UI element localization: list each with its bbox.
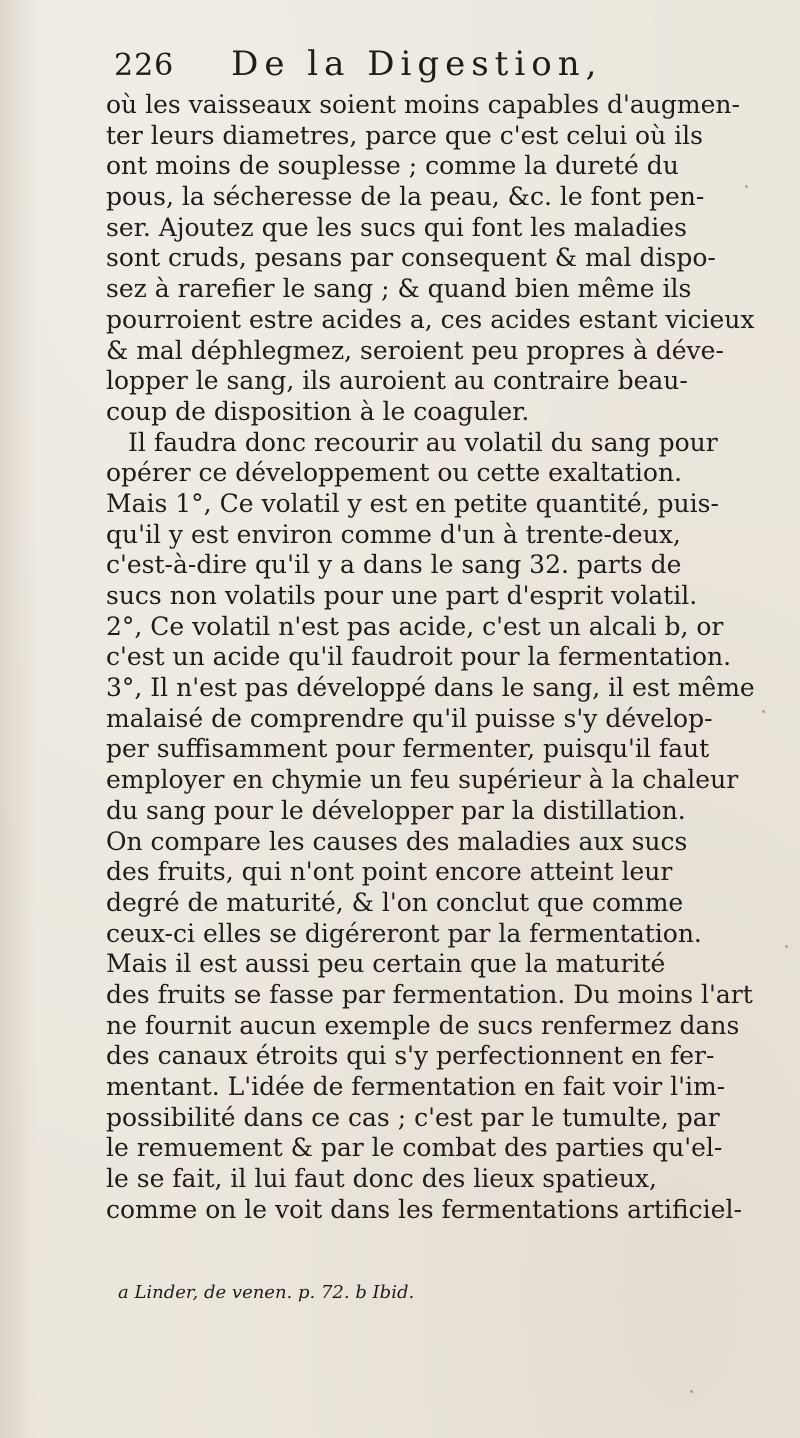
text-line: c'est un acide qu'il faudroit pour la fermentation. bbox=[106, 642, 732, 672]
text-line: le remuement & par le combat des parties qu'el- bbox=[106, 1133, 723, 1163]
page-number: 226 bbox=[114, 48, 175, 83]
text-line: du sang pour le développer par la distillation. bbox=[106, 795, 686, 825]
text-line: qu'il y est environ comme d'un à trente-deux, bbox=[106, 519, 681, 549]
paper-speck bbox=[762, 710, 765, 713]
text-line: Il faudra donc recourir au volatil du sang pour bbox=[128, 427, 718, 457]
running-title: De la Digestion, bbox=[231, 44, 603, 84]
text-line: ont moins de souplesse ; comme la dureté du bbox=[106, 151, 679, 181]
text-line: ceux-ci elles se digéreront par la fermentation. bbox=[106, 918, 702, 948]
text-line: malaisé de comprendre qu'il puisse s'y dévelop- bbox=[106, 703, 713, 733]
text-line: degré de maturité, & l'on conclut que comme bbox=[106, 887, 684, 917]
text-line: ser. Ajoutez que les sucs qui font les maladies bbox=[106, 212, 687, 242]
text-line: comme on le voit dans les fermentations artificiel- bbox=[106, 1194, 742, 1224]
text-line: où les vaisseaux soient moins capables d'augmen- bbox=[106, 90, 740, 119]
body-text bbox=[106, 90, 766, 1225]
text-line: possibilité dans ce cas ; c'est par le tumulte, par bbox=[106, 1102, 720, 1132]
text-line: des canaux étroits qui s'y perfectionnent en fer- bbox=[106, 1041, 715, 1071]
text-line: per suffisamment pour fermenter, puisqu'il faut bbox=[106, 734, 710, 764]
text-line: ne fournit aucun exemple de sucs renfermez dans bbox=[106, 1010, 740, 1040]
footnote: a Linder, de venen. p. 72. b Ibid. bbox=[118, 1282, 415, 1303]
page-fold-shadow bbox=[0, 0, 38, 1438]
text-line: lopper le sang, ils auroient au contraire beau- bbox=[106, 366, 688, 396]
paper-speck bbox=[745, 185, 748, 188]
text-line: opérer ce développement ou cette exaltation. bbox=[106, 458, 683, 488]
text-line: 3°, Il n'est pas développé dans le sang, il est même bbox=[106, 673, 755, 703]
text-line: & mal déphlegmez, seroient peu propres à déve- bbox=[106, 335, 724, 365]
paper-speck bbox=[690, 1390, 693, 1393]
text-line: pous, la sécheresse de la peau, &c. le font pen- bbox=[106, 182, 705, 212]
text-line: ter leurs diametres, parce que c'est celui où ils bbox=[106, 120, 703, 150]
page-header bbox=[114, 44, 734, 94]
text-line: des fruits se fasse par fermentation. Du moins l'art bbox=[106, 979, 753, 1009]
text-line: pourroient estre acides a, ces acides estant vicieux bbox=[106, 304, 755, 334]
text-line: Mais il est aussi peu certain que la maturité bbox=[106, 949, 666, 979]
text-line: On compare les causes des maladies aux sucs bbox=[106, 826, 688, 856]
text-line: employer en chymie un feu supérieur à la chaleur bbox=[106, 765, 739, 795]
text-line: sez à rarefier le sang ; & quand bien même ils bbox=[106, 274, 692, 304]
text-line: sucs non volatils pour une part d'esprit volatil. bbox=[106, 581, 698, 610]
text-line: 2°, Ce volatil n'est pas acide, c'est un alcali b, or bbox=[106, 611, 724, 641]
text-line: mentant. L'idée de fermentation en fait voir l'im- bbox=[106, 1072, 726, 1101]
text-line: le se fait, il lui faut donc des lieux spatieux, bbox=[106, 1164, 657, 1194]
text-line: c'est-à-dire qu'il y a dans le sang 32. parts de bbox=[106, 550, 682, 580]
text-line: des fruits, qui n'ont point encore atteint leur bbox=[106, 857, 673, 887]
text-line: sont cruds, pesans par consequent & mal dispo- bbox=[106, 243, 716, 273]
paper-speck bbox=[785, 945, 788, 948]
text-line: Mais 1°, Ce volatil y est en petite quantité, puis- bbox=[106, 488, 719, 518]
text-line: coup de disposition à le coaguler. bbox=[106, 396, 530, 426]
